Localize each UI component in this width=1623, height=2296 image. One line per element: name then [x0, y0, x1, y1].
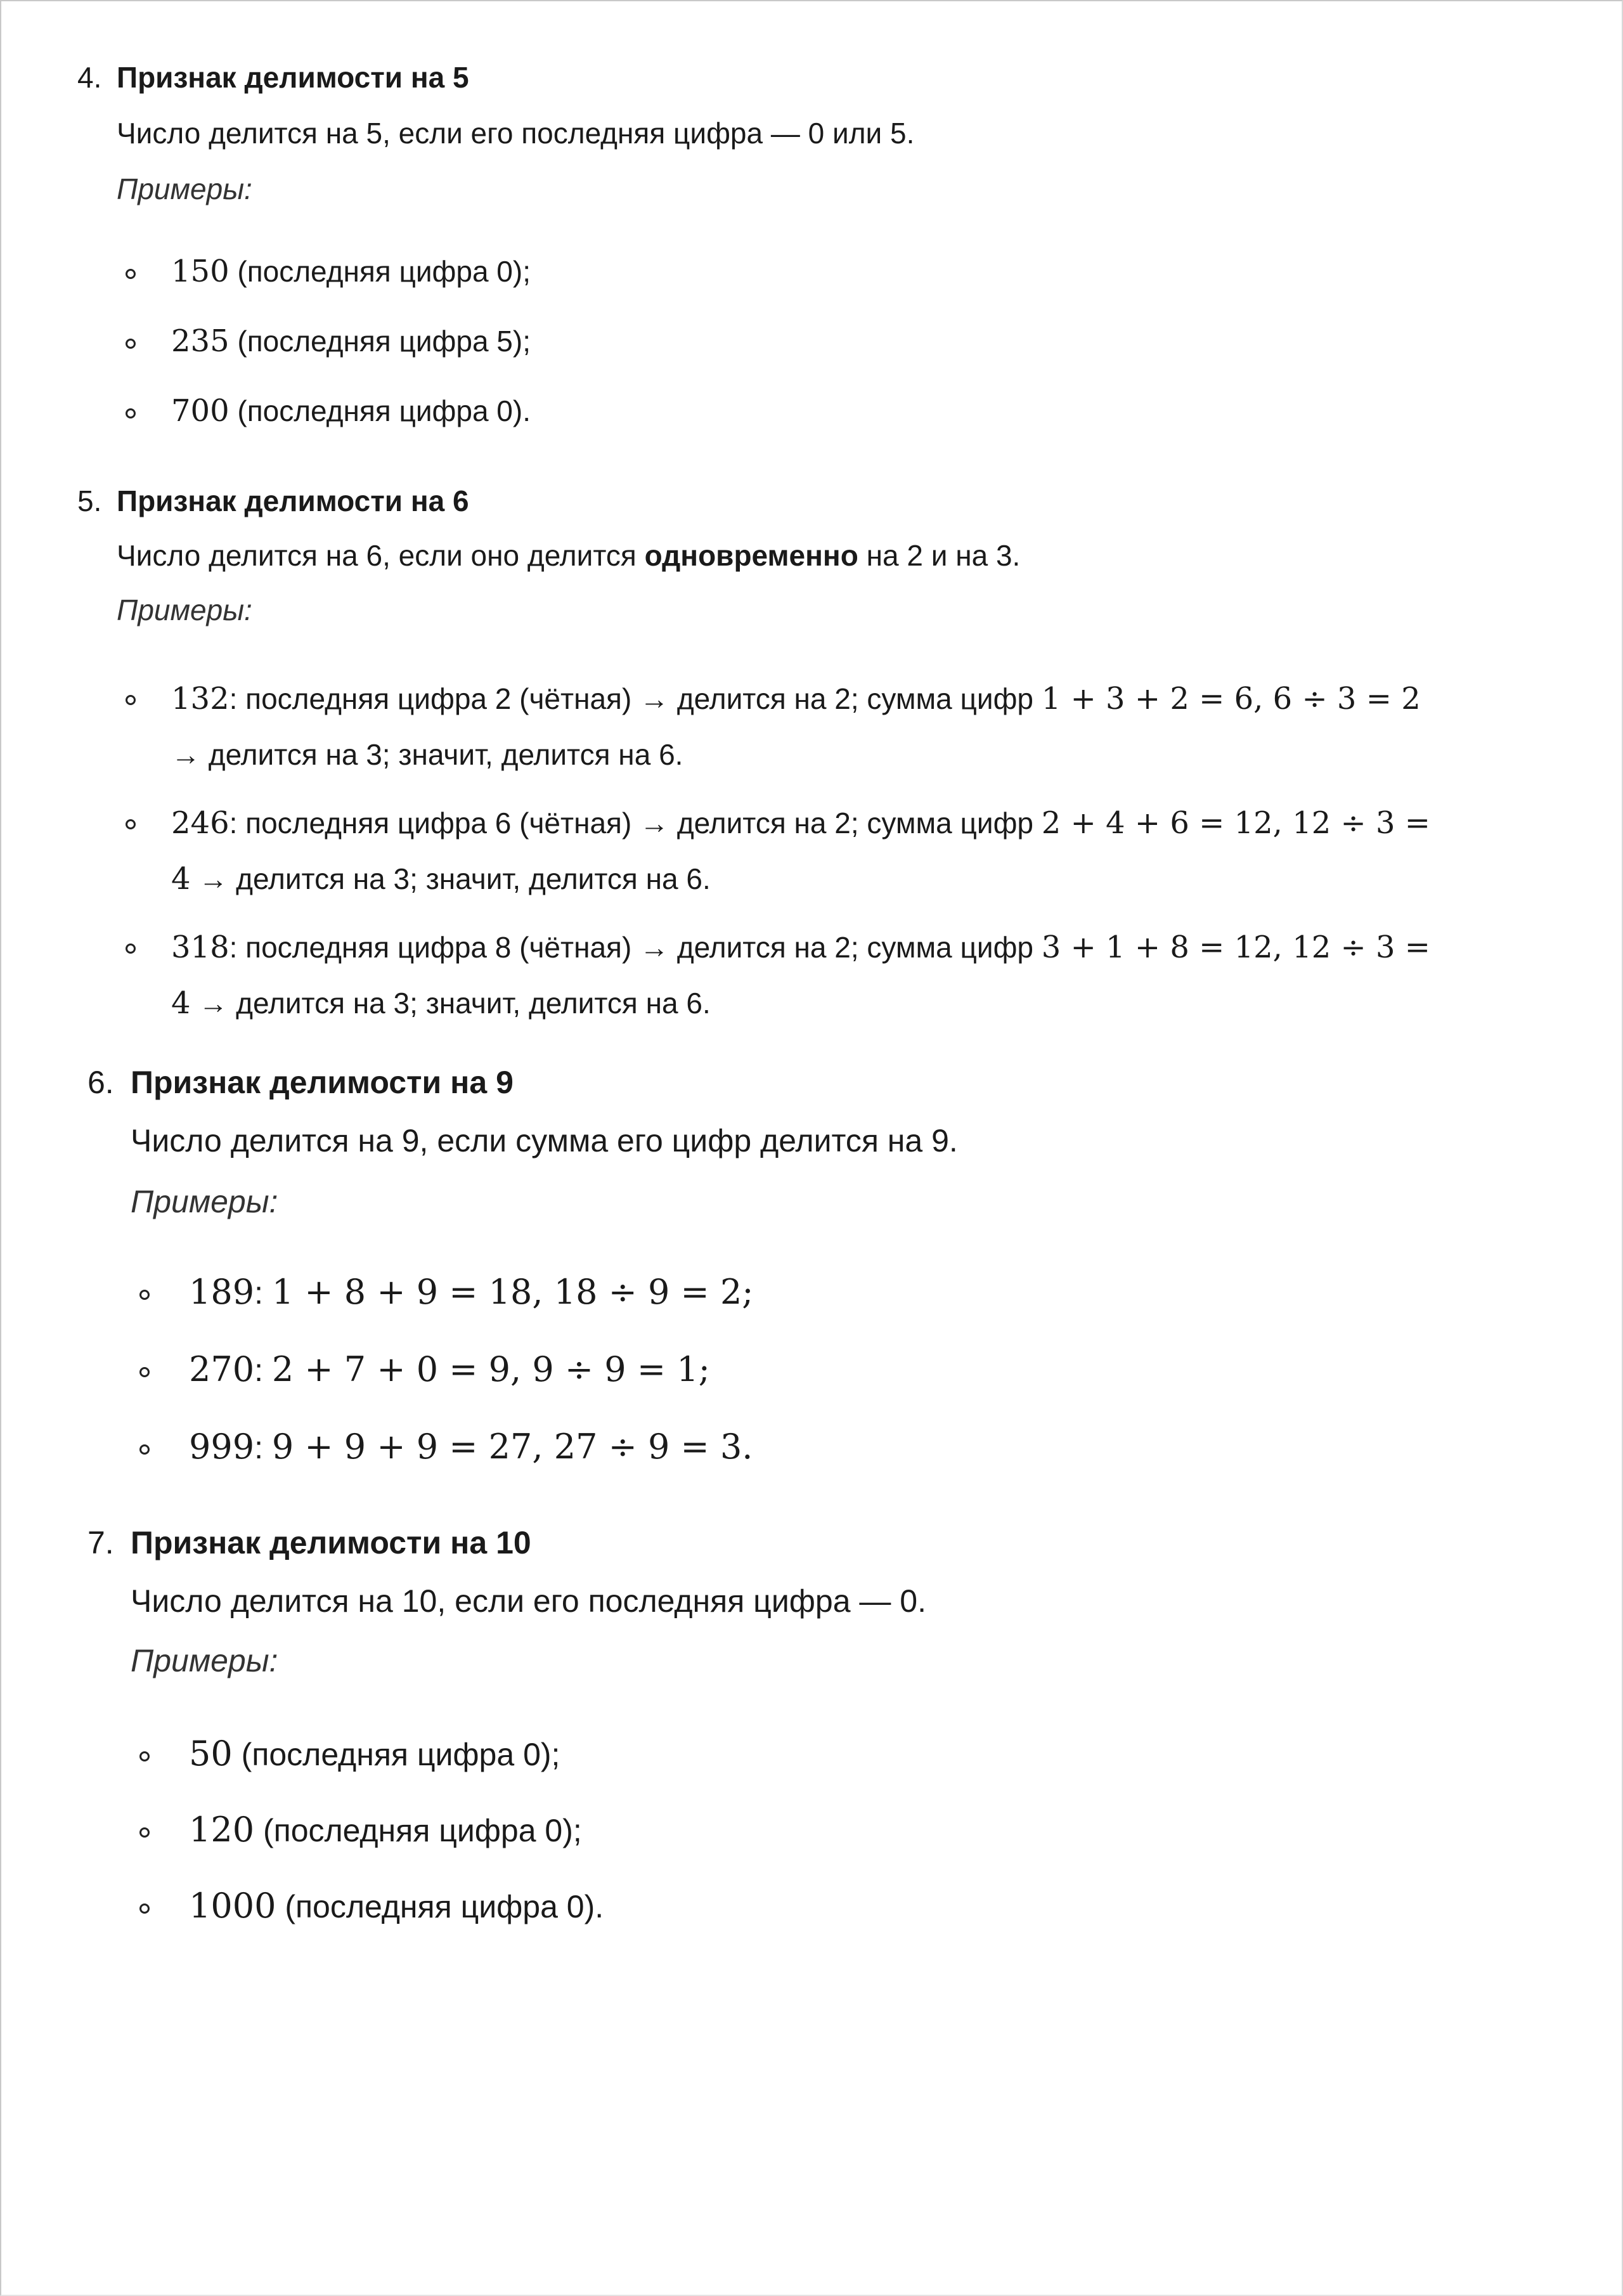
example-note: : последняя цифра 6 (чётная) → делится на 2; сумма цифр — [229, 807, 1042, 840]
example-formula: 1 + 8 + 9 = 18, 18 ÷ 9 = 2; — [271, 1272, 754, 1312]
example-note: : — [254, 1430, 272, 1465]
example-formula: 3 + 1 + 8 = 12, 12 ÷ 3 = — [1041, 930, 1431, 965]
example-number: 270 — [189, 1349, 255, 1389]
section-title: Признак делимости на 5 — [117, 61, 469, 94]
example-note: → делится на 3; значит, делится на 6. — [190, 987, 711, 1020]
list-item — [189, 1264, 754, 1321]
list-item — [189, 1342, 710, 1398]
examples-label: Примеры: — [131, 1184, 278, 1219]
bullet-icon — [139, 1367, 150, 1377]
list-number: 5. — [77, 484, 102, 517]
list-number: 7. — [87, 1525, 114, 1560]
examples-label: Примеры: — [117, 593, 252, 626]
example-number: 700 — [171, 393, 230, 429]
list-item — [189, 1802, 582, 1858]
example-formula: 4 — [171, 861, 191, 897]
example-formula: 2 + 7 + 0 = 9, 9 ÷ 9 = 1; — [271, 1349, 710, 1389]
example-number: 999 — [189, 1427, 255, 1467]
example-number: 318 — [171, 930, 230, 965]
section-title: Признак делимости на 9 — [131, 1065, 514, 1100]
rule-emphasis: одновременно — [644, 539, 858, 572]
example-note: → делится на 3; значит, делится на 6. — [190, 862, 711, 895]
section-title: Признак делимости на 6 — [117, 484, 469, 517]
example-formula: 9 + 9 + 9 = 27, 27 ÷ 9 = 3. — [271, 1427, 753, 1467]
example-number: 120 — [189, 1810, 255, 1850]
example-line-2 — [171, 853, 711, 904]
example-number: 235 — [171, 323, 230, 359]
example-number: 1000 — [189, 1886, 276, 1926]
example-note: : последняя цифра 8 (чётная) → делится на 2; сумма цифр — [229, 931, 1042, 964]
bullet-icon — [126, 339, 136, 349]
example-note: (последняя цифра 0); — [229, 255, 531, 288]
rule-text-part: Число делится на 6, если оно делится — [117, 539, 645, 572]
section-heading — [77, 60, 469, 95]
example-number: 246 — [171, 805, 230, 841]
bullet-icon — [139, 1751, 150, 1761]
example-note: (последняя цифра 0). — [276, 1889, 604, 1924]
rule-text — [117, 538, 1020, 573]
section-heading — [77, 483, 469, 519]
example-note: : последняя цифра 2 (чётная) → делится на 2; сумма цифр — [229, 682, 1042, 715]
bullet-icon — [126, 944, 136, 954]
bullet-icon — [139, 1290, 150, 1300]
bullet-icon — [126, 819, 136, 829]
bullet-icon — [126, 408, 136, 418]
example-note: (последняя цифра 5); — [229, 325, 531, 358]
bullet-icon — [126, 695, 136, 705]
bullet-icon — [139, 1444, 150, 1455]
example-formula: 4 — [171, 985, 191, 1021]
list-item — [189, 1726, 560, 1782]
list-number: 6. — [87, 1065, 114, 1100]
example-number: 50 — [189, 1734, 233, 1774]
list-item — [189, 1878, 604, 1935]
example-line-2 — [171, 978, 711, 1028]
example-line-1 — [171, 922, 1430, 973]
section-heading — [87, 1063, 514, 1102]
rule-text: Число делится на 9, если сумма его цифр делится на 9. — [131, 1123, 958, 1158]
list-item — [171, 313, 531, 369]
example-note: (последняя цифра 0); — [232, 1737, 560, 1772]
example-number: 132 — [171, 681, 230, 717]
rule-text-part: на 2 и на 3. — [858, 539, 1021, 572]
example-formula: 1 + 3 + 2 = 6, 6 ÷ 3 = 2 — [1041, 681, 1421, 717]
example-number: 189 — [189, 1272, 255, 1312]
examples-label: Примеры: — [131, 1643, 278, 1678]
bullet-icon — [139, 1904, 150, 1914]
example-line-1 — [171, 673, 1421, 724]
list-item — [189, 1419, 753, 1476]
example-note: : — [254, 1352, 272, 1388]
example-number: 150 — [171, 254, 230, 289]
example-line-2: → делится на 3; значит, делится на 6. — [171, 738, 683, 771]
examples-label: Примеры: — [117, 172, 252, 205]
example-formula: 2 + 4 + 6 = 12, 12 ÷ 3 = — [1041, 805, 1431, 841]
example-line-1 — [171, 798, 1430, 848]
list-number: 4. — [77, 61, 102, 94]
rule-text: Число делится на 5, если его последняя цифра — 0 или 5. — [117, 117, 915, 150]
bullet-icon — [126, 269, 136, 279]
rule-text: Число делится на 10, если его последняя цифра — 0. — [131, 1583, 926, 1619]
example-note: : — [254, 1275, 272, 1311]
list-item — [171, 383, 531, 439]
section-title: Признак делимости на 10 — [131, 1525, 531, 1560]
example-note: (последняя цифра 0). — [229, 394, 531, 427]
bullet-icon — [139, 1827, 150, 1838]
list-item — [171, 243, 531, 299]
section-heading — [87, 1523, 531, 1562]
example-note: (последняя цифра 0); — [254, 1813, 582, 1848]
